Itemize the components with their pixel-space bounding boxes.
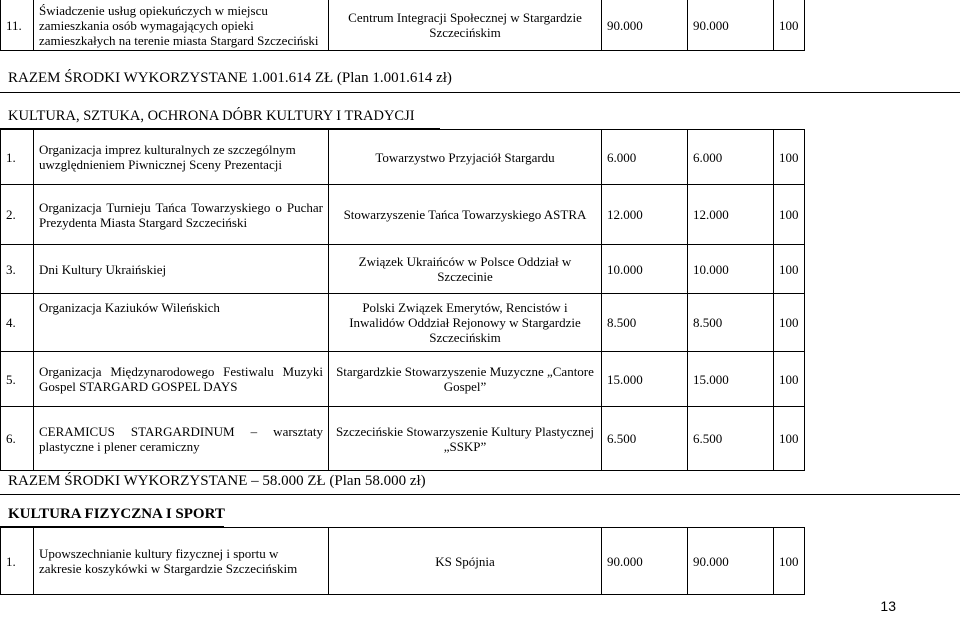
sport-table xyxy=(0,527,805,595)
task-description: Upowszechnianie kultury fizycznej i sportu w zakresie koszykówki w Stargardzie Szczecińskim xyxy=(34,528,329,595)
organization: KS Spójnia xyxy=(329,528,602,595)
used-amount: 6.000 xyxy=(688,130,774,185)
percent: 100 xyxy=(774,407,805,471)
table-row xyxy=(1,528,805,595)
row-number: 1. xyxy=(1,130,34,185)
culture-section-title: KULTURA, SZTUKA, OCHRONA DÓBR KULTURY I TRADYCJI xyxy=(8,108,415,124)
task-description: Organizacja Międzynarodowego Festiwalu Muzyki Gospel STARGARD GOSPEL DAYS xyxy=(34,352,329,407)
task-description: Dni Kultury Ukraińskiej xyxy=(34,245,329,294)
percent: 100 xyxy=(774,185,805,245)
used-amount: 6.500 xyxy=(688,407,774,471)
organization: Towarzystwo Przyjaciół Stargardu xyxy=(329,130,602,185)
divider xyxy=(0,494,960,495)
table-row xyxy=(1,294,805,352)
planned-amount: 12.000 xyxy=(602,185,688,245)
planned-amount: 90.000 xyxy=(602,528,688,595)
task-description: CERAMICUS STARGARDINUM – warsztaty plastyczne i plener ceramiczny xyxy=(34,407,329,471)
summary-social: RAZEM ŚRODKI WYKORZYSTANE 1.001.614 ZŁ (Plan 1.001.614 zł) xyxy=(8,70,452,86)
organization: Polski Związek Emerytów, Rencistów i Inwalidów Oddział Rejonowy w Stargardzie Szczecińskim xyxy=(329,294,602,352)
percent: 100 xyxy=(774,294,805,352)
page-number: 13 xyxy=(880,598,896,614)
percent: 100 xyxy=(774,245,805,294)
planned-amount: 10.000 xyxy=(602,245,688,294)
row-number: 2. xyxy=(1,185,34,245)
organization: Stargardzkie Stowarzyszenie Muzyczne „Cantore Gospel” xyxy=(329,352,602,407)
percent: 100 xyxy=(774,528,805,595)
task-description: Organizacja Kaziuków Wileńskich xyxy=(34,294,329,352)
used-amount: 10.000 xyxy=(688,245,774,294)
table-row xyxy=(1,0,805,51)
organization: Stowarzyszenie Tańca Towarzyskiego ASTRA xyxy=(329,185,602,245)
table-row xyxy=(1,407,805,471)
task-description: Organizacja Turnieju Tańca Towarzyskiego o Puchar Prezydenta Miasta Stargard Szczeciński xyxy=(34,185,329,245)
used-amount: 90.000 xyxy=(688,0,774,51)
table-row xyxy=(1,352,805,407)
used-amount: 8.500 xyxy=(688,294,774,352)
percent: 100 xyxy=(774,130,805,185)
row-number: 5. xyxy=(1,352,34,407)
row-number: 4. xyxy=(1,294,34,352)
organization: Szczecińskie Stowarzyszenie Kultury Plastycznej „SSKP” xyxy=(329,407,602,471)
used-amount: 15.000 xyxy=(688,352,774,407)
culture-table xyxy=(0,129,805,471)
table-row xyxy=(1,185,805,245)
table-row xyxy=(1,245,805,294)
sport-section-title: KULTURA FIZYCZNA I SPORT xyxy=(8,506,225,522)
task-description: Organizacja imprez kulturalnych ze szczególnym uwzględnieniem Piwnicznej Sceny Prezentacji xyxy=(34,130,329,185)
row-number: 1. xyxy=(1,528,34,595)
planned-amount: 6.000 xyxy=(602,130,688,185)
row-number: 3. xyxy=(1,245,34,294)
planned-amount: 6.500 xyxy=(602,407,688,471)
divider xyxy=(0,92,960,93)
social-table xyxy=(0,0,805,51)
percent: 100 xyxy=(774,352,805,407)
row-number: 6. xyxy=(1,407,34,471)
table-row xyxy=(1,130,805,185)
used-amount: 12.000 xyxy=(688,185,774,245)
task-description: Świadczenie usług opiekuńczych w miejscu zamieszkania osób wymagających opieki zamieszkałych na terenie miasta Stargard Szczeciński xyxy=(34,0,329,51)
planned-amount: 8.500 xyxy=(602,294,688,352)
organization: Centrum Integracji Społecznej w Stargardzie Szczecińskim xyxy=(329,0,602,51)
organization: Związek Ukraińców w Polsce Oddział w Szczecinie xyxy=(329,245,602,294)
planned-amount: 90.000 xyxy=(602,0,688,51)
percent: 100 xyxy=(774,0,805,51)
used-amount: 90.000 xyxy=(688,528,774,595)
planned-amount: 15.000 xyxy=(602,352,688,407)
summary-culture: RAZEM ŚRODKI WYKORZYSTANE – 58.000 ZŁ (Plan 58.000 zł) xyxy=(8,473,426,489)
row-number: 11. xyxy=(1,0,34,51)
